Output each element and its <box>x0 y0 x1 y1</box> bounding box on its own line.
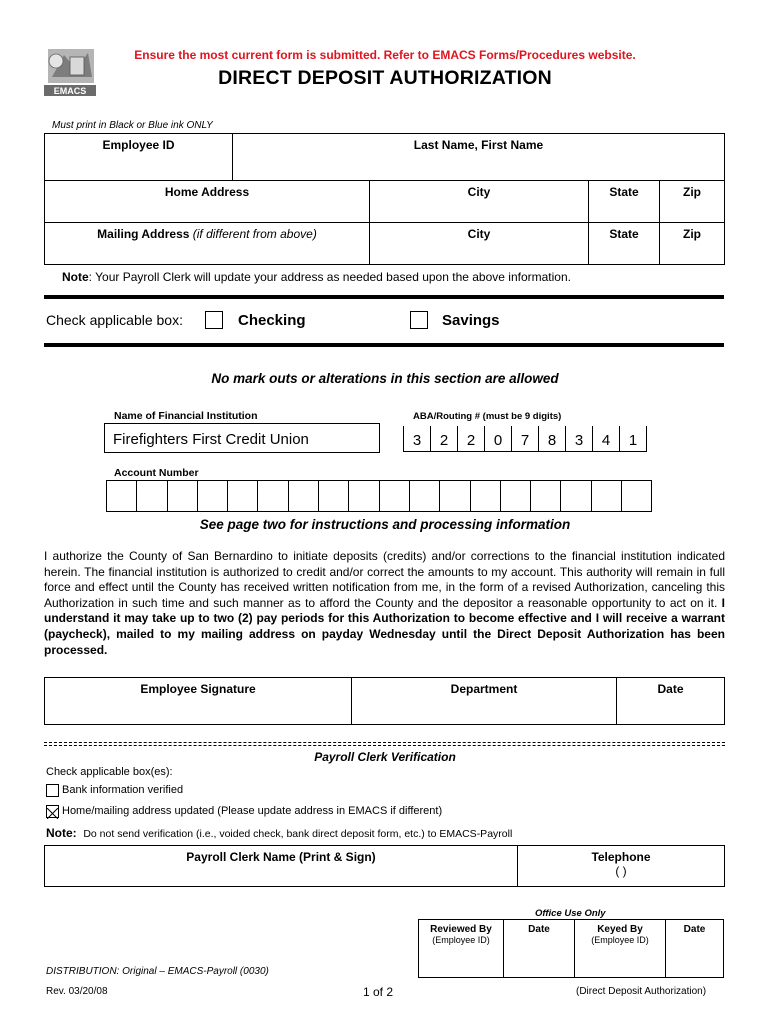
routing-digit[interactable]: 4 <box>592 426 619 451</box>
employee-signature-field[interactable] <box>45 678 352 725</box>
state-label: State <box>609 227 639 241</box>
reviewed-date-label: Date <box>528 924 550 935</box>
section-divider <box>44 343 724 347</box>
account-digit-box[interactable] <box>318 481 348 511</box>
clerk-check-prompt: Check applicable box(es): <box>46 766 173 778</box>
employee-info-table <box>44 133 725 181</box>
account-digit-box[interactable] <box>621 481 651 511</box>
account-digit-box[interactable] <box>379 481 409 511</box>
reviewed-by-sub: (Employee ID) <box>432 935 490 945</box>
mailing-state-field[interactable] <box>589 223 660 265</box>
keyed-date-label: Date <box>683 924 706 935</box>
account-digit-box[interactable] <box>591 481 621 511</box>
clerk-note-text: Do not send verification (i.e., voided check, bank direct deposit form, etc.) to EMACS-Payroll <box>83 828 513 840</box>
home-address-field[interactable] <box>45 181 370 223</box>
mailing-address-hint: (if different from above) <box>192 227 317 241</box>
city-label: City <box>467 185 491 199</box>
account-digit-box[interactable] <box>409 481 439 511</box>
telephone-placeholder: ( ) <box>615 864 627 878</box>
account-digit-box[interactable] <box>530 481 560 511</box>
dashed-divider <box>44 742 725 743</box>
telephone-field[interactable] <box>518 846 725 887</box>
office-use-table <box>418 919 724 978</box>
clerk-name-label: Payroll Clerk Name (Print & Sign) <box>186 850 376 864</box>
mailing-address-field[interactable] <box>45 223 370 265</box>
note-text: : Your Payroll Clerk will update your address as needed based upon the above information. <box>88 270 571 284</box>
home-zip-field[interactable] <box>660 181 725 223</box>
revision-date: Rev. 03/20/08 <box>46 986 108 997</box>
signature-table <box>44 677 725 725</box>
employee-signature-label: Employee Signature <box>140 682 256 696</box>
ink-instruction: Must print in Black or Blue ink ONLY <box>52 120 213 131</box>
state-label: State <box>609 185 639 199</box>
routing-digit[interactable]: 8 <box>538 426 565 451</box>
clerk-name-field[interactable] <box>45 846 518 887</box>
no-alterations-heading: No mark outs or alterations in this section are allowed <box>211 371 559 386</box>
account-number-boxes[interactable] <box>106 480 652 512</box>
authorization-statement <box>44 549 725 658</box>
routing-digit[interactable]: 2 <box>430 426 457 451</box>
reviewed-by-label: Reviewed By <box>430 924 492 935</box>
keyed-by-field[interactable] <box>575 920 666 978</box>
checking-label: Checking <box>238 312 306 329</box>
form-name-footer: (Direct Deposit Authorization) <box>576 986 707 997</box>
institution-input[interactable] <box>104 423 380 453</box>
date-label: Date <box>657 682 684 696</box>
zip-label: Zip <box>683 227 701 241</box>
check-x-icon <box>47 808 58 819</box>
routing-number-boxes[interactable] <box>403 426 647 452</box>
routing-digit[interactable]: 2 <box>457 426 484 451</box>
submission-notice: Ensure the most current form is submitted. Refer to EMACS Forms/Procedures website. <box>134 48 636 62</box>
clerk-table <box>44 845 725 887</box>
department-field[interactable] <box>352 678 617 725</box>
department-label: Department <box>450 682 518 696</box>
name-field[interactable] <box>233 134 725 181</box>
account-digit-box[interactable] <box>197 481 227 511</box>
keyed-by-sub: (Employee ID) <box>591 935 649 945</box>
bank-verified-checkbox[interactable] <box>46 784 59 797</box>
authorization-text: I authorize the County of San Bernardino to initiate deposits (credits) and/or corrections to the financial institution indicated herein. The financial institution is authorized to credit and/or correct the amounts to my account. This authority will remain in full force and effect until the County has received written notification from me, in the form of a revised Authorization, canceling this Authorization in such time and such manner as to afford the County and the depositor a reasonable opportunity to act on it. <box>44 549 725 610</box>
account-type-prompt: Check applicable box: <box>46 312 183 328</box>
keyed-by-label: Keyed By <box>597 924 643 935</box>
address-updated-label: Home/mailing address updated (Please update address in EMACS if different) <box>62 805 443 817</box>
section-divider <box>44 295 724 299</box>
home-state-field[interactable] <box>589 181 660 223</box>
mailing-zip-field[interactable] <box>660 223 725 265</box>
telephone-label: Telephone <box>591 850 651 864</box>
page-number: 1 of 2 <box>363 985 394 999</box>
routing-digit[interactable]: 7 <box>511 426 538 451</box>
account-digit-box[interactable] <box>257 481 287 511</box>
signature-date-field[interactable] <box>617 678 725 725</box>
address-table <box>44 180 725 265</box>
account-digit-box[interactable] <box>167 481 197 511</box>
keyed-date-field[interactable] <box>666 920 724 978</box>
name-label: Last Name, First Name <box>413 138 544 152</box>
dashed-divider <box>44 745 725 746</box>
employee-id-field[interactable] <box>45 134 233 181</box>
routing-digit[interactable]: 1 <box>619 426 646 451</box>
account-digit-box[interactable] <box>288 481 318 511</box>
distribution-line: DISTRIBUTION: Original – EMACS-Payroll (0030) <box>46 966 269 977</box>
form-title: DIRECT DEPOSIT AUTHORIZATION <box>218 67 552 89</box>
account-digit-box[interactable] <box>136 481 166 511</box>
office-use-heading: Office Use Only <box>535 908 606 919</box>
address-note <box>62 270 571 284</box>
clerk-note <box>46 826 512 840</box>
mailing-city-field[interactable] <box>370 223 589 265</box>
account-digit-box[interactable] <box>500 481 530 511</box>
account-digit-box[interactable] <box>107 481 136 511</box>
home-city-field[interactable] <box>370 181 589 223</box>
account-number-label: Account Number <box>114 467 199 479</box>
savings-checkbox[interactable] <box>410 311 428 329</box>
routing-digit[interactable]: 3 <box>565 426 592 451</box>
institution-value: Firefighters First Credit Union <box>113 431 309 448</box>
institution-label: Name of Financial Institution <box>114 410 258 422</box>
employee-id-label: Employee ID <box>102 138 175 152</box>
mailing-address-label: Mailing Address <box>97 227 190 241</box>
account-digit-box[interactable] <box>439 481 469 511</box>
reviewed-by-field[interactable] <box>419 920 504 978</box>
account-digit-box[interactable] <box>348 481 378 511</box>
zip-label: Zip <box>683 185 701 199</box>
routing-digit[interactable]: 3 <box>412 432 422 449</box>
clerk-verification-heading: Payroll Clerk Verification <box>314 750 456 764</box>
clerk-note-prefix: Note: <box>46 826 77 840</box>
authorization-bold-text: I understand it may take up to two (2) pay periods for this Authorization to become effective and I will receive a warrant (paycheck), mailed to my mailing address on payday Wednesday until the Direct Deposit Authorization has been processed. <box>44 595 725 657</box>
city-label: City <box>467 227 491 241</box>
routing-digit[interactable]: 0 <box>484 426 511 451</box>
reviewed-date-field[interactable] <box>504 920 575 978</box>
checking-checkbox[interactable] <box>205 311 223 329</box>
account-digit-box[interactable] <box>227 481 257 511</box>
address-updated-checkbox[interactable] <box>46 805 59 818</box>
bank-verified-label: Bank information verified <box>62 784 184 796</box>
account-digit-box[interactable] <box>470 481 500 511</box>
savings-label: Savings <box>442 312 500 329</box>
routing-label: ABA/Routing # (must be 9 digits) <box>413 411 562 422</box>
home-address-label: Home Address <box>164 185 250 199</box>
account-digit-box[interactable] <box>560 481 590 511</box>
logo-text: EMACS <box>53 86 87 96</box>
note-prefix: Note <box>62 270 89 284</box>
see-page-two-heading: See page two for instructions and processing information <box>199 517 571 532</box>
